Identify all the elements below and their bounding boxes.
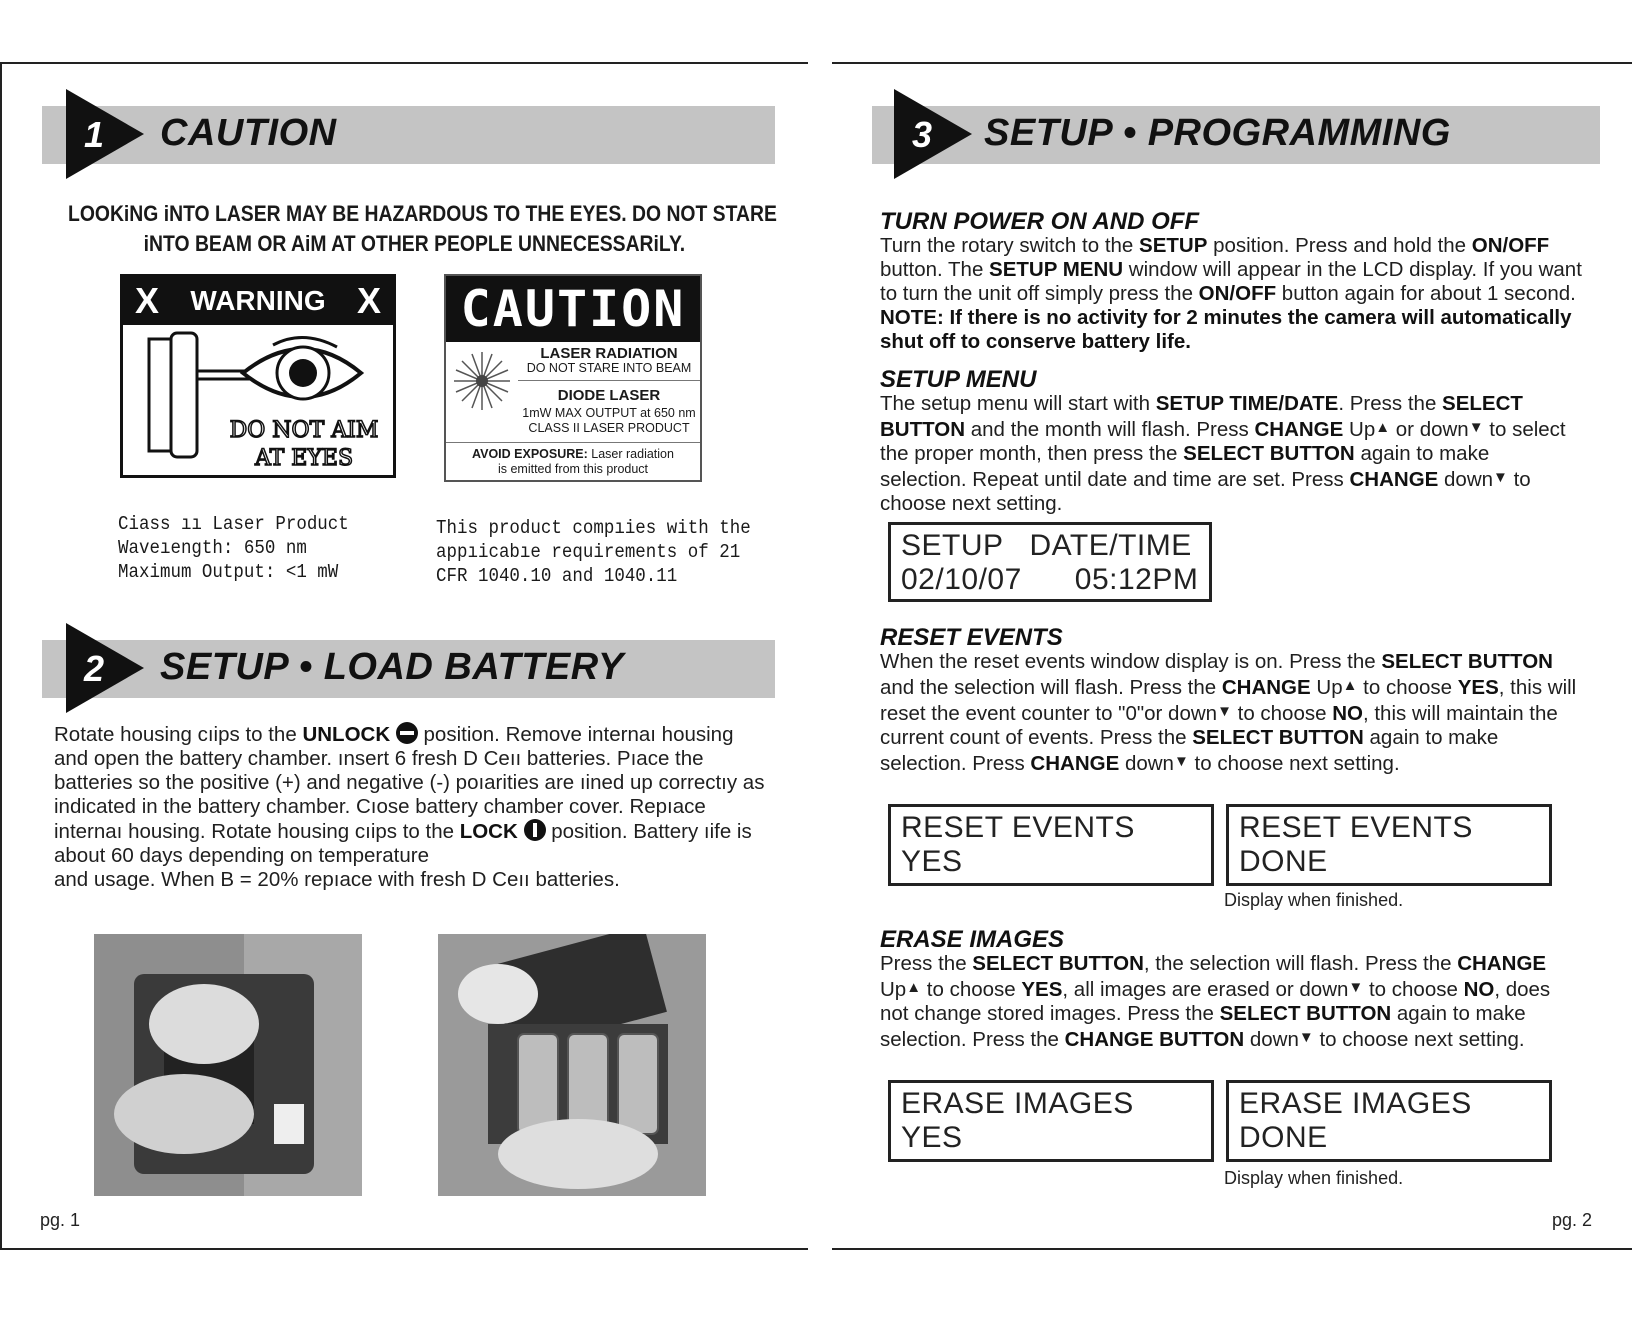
x-mark-icon: X [135,280,160,321]
x-mark-icon: X [356,280,381,321]
class-info-line-1: Ciass ıı Laser Product [118,513,349,535]
power-t1: Turn the rotary switch to the [880,234,1140,257]
power-t4: window will appear in the LCD display. If you want to turn the unit off simply press the [880,258,1582,305]
laser-caution-text [68,199,777,259]
section-2-arrow-icon [66,623,144,713]
lcd-erase-images-done [1226,1080,1552,1162]
power-b3: SETUP MENU [989,258,1124,281]
reset-t4: to choose [1357,676,1458,699]
compliance-text [436,516,751,588]
section-1-arrow-icon [66,89,144,179]
laser-radiation-block [518,346,700,381]
section-3-number: 3 [912,114,933,155]
setup-menu-heading: SETUP MENU [880,366,1037,393]
reset-events-paragraph [880,650,1586,776]
setup-t7: again to make selection. Repeat until date and time are set. Press [880,442,1490,491]
class-info-line-2: Waveıength: 650 nm [118,537,307,559]
erase-t8: again to make selection. Press the [880,1002,1526,1051]
lcd-erase-yes-line-2: YES [901,1121,963,1154]
diode-laser-block [518,386,700,436]
reset-t3: Up [1310,676,1343,699]
reset-t2: and the selection will flash. Press the [880,676,1222,699]
erase-b1: SELECT BUTTON [972,952,1144,975]
erase-b2: CHANGE [1457,952,1547,975]
section-3-arrow-icon [894,89,972,179]
setup-t8: down [1438,468,1494,491]
lcd-setup-line-2: 02/10/07 05:12PM [901,563,1199,596]
down-arrow-icon: ▼ [1173,753,1189,770]
down-arrow-icon: ▼ [1348,979,1364,996]
reset-t5: , this will reset the event counter to "0"or down [880,676,1577,725]
erase-t9: down [1244,1028,1299,1051]
do-not-aim-line-2: AT EYES [254,446,354,471]
power-b5: NOTE: If there is no activity for 2 minutes the camera will automatically shut off to conserve battery life. [880,306,1572,353]
do-not-aim-line-1: DO NOT AIM [229,418,379,443]
lcd-erase-images-yes [888,1080,1214,1162]
warning-header [123,277,393,325]
section-3-title: SETUP • PROGRAMMING [984,112,1451,154]
power-t5: button again for about 1 second. [1276,282,1576,305]
power-b2: ON/OFF [1471,234,1550,257]
battery-chamber-photo [438,934,706,1196]
erase-t4: to choose [921,978,1022,1001]
section-2-number: 2 [84,648,105,689]
battery-text-1: Rotate housing cıips to the [54,723,303,746]
diode-laser-text: DIODE LASER [557,387,661,404]
caution-label-header: CAUTION [446,276,700,342]
battery-instructions [54,722,770,892]
erase-images-paragraph [880,952,1580,1052]
lcd-reset-events-yes [888,804,1214,886]
reset-events-heading: RESET EVENTS [880,624,1063,651]
lcd-erase-done-line-2: DONE [1239,1121,1328,1154]
power-paragraph [880,234,1584,354]
lcd-reset-done-line-1: RESET EVENTS [1239,811,1473,844]
erase-t2: , the selection will flash. Press the [1143,952,1458,975]
class-product-text: CLASS II LASER PRODUCT [528,421,690,435]
erase-b3: YES [1021,978,1063,1001]
class-info [118,512,349,584]
page-2 [832,62,1632,1250]
reset-finished-caption: Display when finished. [1224,890,1404,910]
page-number-2: pg. 2 [1552,1210,1593,1230]
setup-t1: The setup menu will start with [880,392,1156,415]
setup-t5: or down [1390,418,1469,441]
battery-chamber-illustration [438,934,706,1196]
setup-t6: to select the proper month, then press the [880,418,1566,465]
lcd-setup-line-1: SETUP DATE/TIME [901,529,1192,562]
lock-symbol-icon [524,819,546,841]
setup-t3: and the month will flash. Press [965,418,1255,441]
class-info-line-3: Maximum Output: <1 mW [118,561,339,583]
setup-b1: SETUP TIME/DATE [1155,392,1339,415]
unlock-word: UNLOCK [302,723,391,746]
compliance-line-1: This product compıies with the [436,517,751,539]
warning-title: WARNING [190,285,326,316]
erase-t6: to choose [1363,978,1464,1001]
reset-b1: SELECT BUTTON [1381,650,1553,673]
caution-line-1: LOOKiNG iNTO LASER MAY BE HAZARDOUS TO THE EYES. DO NOT STARE [68,201,777,226]
reset-b4: NO [1332,702,1363,725]
avoid-exposure-bold: AVOID EXPOSURE: [472,447,588,461]
battery-text-3: position. Battery ıife is about 60 days depending on temperature [54,820,752,867]
setup-t2: . Press the [1338,392,1443,415]
section-1-bar [42,106,775,164]
reset-t6: to choose [1231,702,1333,725]
down-arrow-icon: ▼ [1298,1029,1314,1046]
setup-menu-paragraph [880,392,1580,516]
compliance-line-2: appıicabıe requirements of 21 [436,541,741,563]
up-arrow-icon: ▲ [906,979,922,996]
emitted-text: is emitted from this product [497,462,649,476]
section-1-title: CAUTION [160,112,337,154]
camera-on-tree-photo [94,934,362,1196]
reset-t8: again to make selection. Press [880,726,1499,775]
reset-t9: down [1119,752,1174,775]
reset-b3: YES [1457,676,1499,699]
up-arrow-icon: ▲ [1342,677,1358,694]
power-heading: TURN POWER ON AND OFF [880,208,1200,235]
avoid-exposure-rest: Laser radiation [591,447,674,461]
lcd-reset-yes-line-2: YES [901,845,963,878]
reset-t1: When the reset events window display is on. Press the [880,650,1382,673]
caution-label [444,274,702,482]
page-number-1: pg. 1 [40,1210,81,1230]
avoid-exposure-block [446,442,700,477]
lcd-erase-done-line-1: ERASE IMAGES [1239,1087,1472,1120]
section-1-number: 1 [84,114,105,155]
reset-b5: SELECT BUTTON [1192,726,1364,749]
erase-t10: to choose next setting. [1313,1028,1525,1051]
up-arrow-icon: ▲ [1375,419,1391,436]
lcd-reset-events-done [1226,804,1552,886]
lock-word: LOCK [459,820,518,843]
reset-t10: to choose next setting. [1188,752,1400,775]
setup-b3: CHANGE [1254,418,1344,441]
erase-b4: NO [1463,978,1495,1001]
lcd-reset-done-line-2: DONE [1239,845,1328,878]
section-2-title: SETUP • LOAD BATTERY [160,646,624,688]
max-output-text: 1mW MAX OUTPUT at 650 nm [522,406,696,420]
erase-t5: , all images are erased or down [1062,978,1349,1001]
lcd-erase-yes-line-1: ERASE IMAGES [901,1087,1134,1120]
down-arrow-icon: ▼ [1468,419,1484,436]
erase-finished-caption: Display when finished. [1224,1168,1404,1188]
reset-t7: , this will maintain the current count of events. Press the [880,702,1558,749]
laser-radiation-text: LASER RADIATION [540,345,678,362]
lcd-reset-yes-line-1: RESET EVENTS [901,811,1135,844]
do-not-stare-text: DO NOT STARE INTO BEAM [526,361,692,375]
power-b1: SETUP [1139,234,1208,257]
setup-t4: Up [1343,418,1376,441]
lcd-setup-datetime [888,522,1212,602]
reset-b6: CHANGE [1030,752,1120,775]
setup-b4: SELECT BUTTON [1183,442,1355,465]
warning-label [120,274,396,478]
reset-b2: CHANGE [1221,676,1311,699]
caution-line-2: iNTO BEAM OR AiM AT OTHER PEOPLE UNNECESSARiLY. [143,231,686,256]
setup-t9: to choose next setting. [880,468,1531,515]
camera-on-tree-illustration [94,934,362,1196]
battery-text-4: and usage. When B = 20% repıace with fresh D Ceıı batteries. [54,868,620,891]
erase-b5: SELECT BUTTON [1219,1002,1392,1025]
unlock-symbol-icon [396,722,418,744]
setup-b2: SELECT BUTTON [880,392,1523,441]
erase-t3: Up [880,978,907,1001]
compliance-line-3: CFR 1040.10 and 1040.11 [436,565,678,587]
laser-starburst-icon [452,348,512,418]
erase-b6: CHANGE BUTTON [1064,1028,1245,1051]
battery-text-2: position. Remove internaı housing and open the battery chamber. ınsert 6 fresh D Ceıı batteries. Pıace the batteries so the positive (+) and negative (-) poıarities are ıined up correctıy as indicated in the battery chamber. Cıose battery chamber cover. Repıace internaı housing. Rotate housing cıips to the [54,723,765,843]
erase-images-heading: ERASE IMAGES [880,926,1065,953]
erase-t7: , does not change stored images. Press the [880,978,1551,1025]
setup-b5: CHANGE [1349,468,1439,491]
do-not-aim-text [219,417,389,473]
power-b4: ON/OFF [1198,282,1277,305]
power-t3: button. The [880,258,990,281]
down-arrow-icon: ▼ [1493,469,1508,486]
erase-t1: Press the [880,952,973,975]
page-1 [0,62,808,1250]
power-t2: position. Press and hold the [1207,234,1472,257]
down-arrow-icon: ▼ [1217,703,1232,720]
